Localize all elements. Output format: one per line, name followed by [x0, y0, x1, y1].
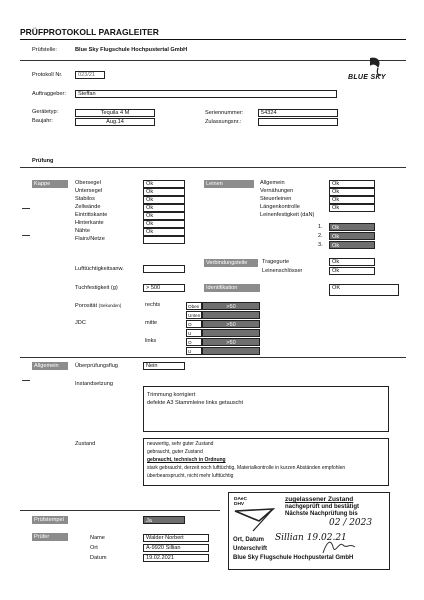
geraetetyp-label: Gerätetyp:: [32, 109, 59, 115]
pruefer-name-label: Name: [90, 535, 105, 541]
allgemein-divider: [20, 357, 406, 358]
lufttuechtigkeit-label: Lufttüchtigkeitsanw.: [75, 266, 124, 272]
leinenfestigkeit-row-num: 2.: [318, 233, 323, 239]
auftraggeber-field[interactable]: Steffan: [75, 90, 337, 98]
leinen-item-value[interactable]: Ok: [329, 204, 375, 212]
kappe-item-label: Untersegel: [75, 188, 103, 194]
baujahr-field[interactable]: Aug.14: [75, 118, 155, 126]
porosity-u-cell[interactable]: Unten: [188, 313, 201, 318]
pruefer-ort-label: Ort: [90, 545, 98, 551]
lufttuechtigkeit-field[interactable]: [143, 265, 185, 273]
porositaet-label: [75, 302, 121, 310]
porosity-position-label: mitte: [145, 320, 158, 326]
zustand-option-selected: gebraucht, technisch in Ordnung: [147, 457, 226, 463]
porosity-value-fill: [202, 311, 260, 319]
paraglider-icon: [233, 507, 279, 533]
tuchfestigkeit-field[interactable]: > 500: [143, 284, 185, 292]
signature-mark: [321, 537, 361, 557]
zustand-option: neuwertig, sehr guter Zustand: [147, 441, 214, 447]
pruefer-label: Prüfer: [32, 533, 68, 541]
identifikation-label: Identifikation: [204, 284, 260, 292]
zustand-option: gebraucht, guter Zustand: [147, 449, 203, 455]
tragegurte-label: Tragegurte: [262, 259, 290, 265]
porosity-o-cell[interactable]: Oben: [186, 302, 202, 310]
porosity-position-label: rechts: [145, 302, 161, 308]
pruefstelle-value: Blue Sky Flugschule Hochpustertal GmbH: [75, 47, 188, 53]
zustand-label: Zustand: [75, 441, 96, 447]
kappe-item-label: Nähte: [75, 228, 90, 234]
leinen-item-label: Vernähungen: [260, 188, 294, 194]
porositaet-unit: (Sekunden): [98, 303, 122, 308]
ueberpruefungsflug-field[interactable]: Nein: [143, 362, 185, 370]
verbindungsteile-label: Verbindungsteile: [204, 259, 258, 267]
stamp-dhv-line2: DHV: [234, 502, 245, 507]
logo-text: BLUE SKY: [348, 74, 386, 81]
leinenfestigkeit-row-num: 3.: [318, 242, 323, 248]
stamp-dhv-line1: DAeC: [234, 497, 248, 502]
porosity-u-cell[interactable]: U: [186, 347, 202, 355]
protokoll-field[interactable]: 023/21: [75, 71, 105, 79]
stamp-line3: Nächste Nachprüfung bis: [285, 511, 358, 517]
leinen-item-label: Längenkontrolle: [260, 204, 300, 210]
pruefstelle-label: Prüfstelle:: [32, 47, 57, 53]
stamp-ort-datum-hand: Sillian 19.02.21: [275, 533, 347, 543]
seriennummer-label: Seriennummer:: [205, 110, 244, 116]
leinen-label: Leinen: [204, 180, 254, 188]
approval-stamp: [228, 492, 390, 570]
punch-mark: [22, 235, 30, 236]
porosity-value[interactable]: >50: [202, 302, 260, 310]
porosity-value[interactable]: >50: [202, 320, 260, 328]
kappe-item-value[interactable]: Ok: [143, 188, 185, 196]
stamp-next-date: 02 / 2023: [329, 518, 373, 528]
allgemein-label: Allgemein: [32, 362, 68, 370]
geraetetyp-field[interactable]: Tequila 4 M: [75, 109, 155, 117]
leinen-item-label: Steuerleinen: [260, 196, 292, 202]
protokoll-label: Protokoll Nr.: [32, 72, 63, 78]
leinen-item-value[interactable]: Ok: [329, 188, 375, 196]
stamp-title: zugelassener Zustand: [285, 496, 354, 503]
page-title: PRÜFPROTOKOLL PARAGLEITER: [20, 27, 159, 37]
kappe-item-label: Hinterkante: [75, 220, 104, 226]
tuchfestigkeit-label: Tuchfestigkeit (g): [75, 285, 118, 291]
pruefstempel-field[interactable]: Ja: [143, 516, 185, 524]
leinenfestigkeit-row-num: 1.: [318, 224, 323, 230]
pruefung-heading: Prüfung: [32, 158, 54, 164]
stamp-company: Blue Sky Flugschule Hochpustertal GmbH: [233, 555, 354, 561]
zustand-option: überbeansprucht, nicht mehr lufttüchtig: [147, 473, 234, 479]
seriennummer-field[interactable]: 54324: [258, 109, 338, 117]
porosity-u-cell[interactable]: U: [186, 329, 202, 337]
porosity-position-label: links: [145, 338, 157, 344]
kappe-item-label: Eintrittskante: [75, 212, 108, 218]
porosity-value-fill: [202, 347, 260, 355]
kappe-item-label: Flairs/Netze: [75, 236, 105, 242]
kappe-item-value[interactable]: Ok: [143, 220, 185, 228]
instandsetzung-line: Trimmung korrigiert: [147, 392, 196, 398]
punch-mark: [22, 380, 30, 381]
leinenfestigkeit-row-value[interactable]: Ok: [329, 241, 375, 249]
leinen-item-value[interactable]: Ok: [329, 180, 375, 188]
kappe-item-label: Stabilos: [75, 196, 95, 202]
tragegurte-field[interactable]: Ok: [329, 258, 375, 266]
leinenfestigkeit-row-value[interactable]: Ok: [329, 232, 375, 240]
pruefer-datum-field[interactable]: 19.02.2021: [143, 554, 209, 562]
ueberpruefungsflug-label: Überprüfungsflug: [75, 363, 118, 369]
leinenschloesser-label: Leinenschlösser: [262, 268, 303, 274]
kappe-item-value[interactable]: [143, 236, 185, 244]
zustand-option: stark gebraucht, derzeit noch lufttüchtig, Materialkontrolle in kurzen Abständen empfohlen: [147, 465, 346, 471]
pruefstempel-divider: [20, 510, 220, 511]
zustand-field[interactable]: [143, 438, 389, 486]
zulassungsnr-field[interactable]: [258, 118, 338, 126]
leinen-item-value[interactable]: Ok: [329, 196, 375, 204]
instandsetzung-line: defekte A3 Stammleine links getauscht: [147, 400, 244, 406]
jdc-label: JDC: [75, 320, 86, 326]
porosity-o-cell[interactable]: O: [186, 320, 202, 328]
pruefung-divider: [20, 167, 406, 168]
leinenschloesser-field[interactable]: Ok: [329, 267, 375, 275]
zulassungsnr-label: Zulassungsnr.:: [205, 119, 242, 125]
leinenfestigkeit-row-value[interactable]: Ok: [329, 223, 375, 231]
blue-sky-logo: [348, 54, 388, 88]
identifikation-field[interactable]: OK: [329, 284, 399, 296]
auftraggeber-label: Auftraggeber:: [32, 91, 66, 97]
pruefer-name-field[interactable]: Walder Norbert: [143, 534, 209, 542]
pruefstempel-label: Prüfstempel: [32, 516, 68, 524]
pruefer-ort-field[interactable]: A-9920 Sillian: [143, 544, 209, 552]
pruefer-datum-label: Datum: [90, 555, 107, 561]
leinen-item-label: Leinenfestigkeit (daN): [260, 212, 315, 218]
kappe-item-value[interactable]: Ok: [143, 180, 185, 188]
leinen-item-label: Allgemein: [260, 180, 285, 186]
instandsetzung-label: Instandsetzung: [75, 381, 113, 387]
stamp-line2: nachgeprüft und bestätigt: [285, 504, 359, 510]
porosity-value-fill: [202, 329, 260, 337]
stamp-ort-datum-label: Ort, Datum: [233, 537, 265, 543]
kappe-item-label: Obersegel: [75, 180, 101, 186]
title-divider: [20, 39, 406, 40]
kappe-label: Kappe: [32, 180, 68, 188]
porositaet-text: Porosität: [75, 303, 98, 309]
baujahr-label: Baujahr:: [32, 118, 53, 124]
kappe-item-value[interactable]: Ok: [143, 204, 185, 212]
kappe-item-value[interactable]: Ok: [143, 196, 185, 204]
kappe-item-value[interactable]: Ok: [143, 212, 185, 220]
punch-mark: [22, 208, 30, 209]
stamp-unterschrift-label: Unterschrift: [233, 546, 268, 552]
porosity-value[interactable]: >50: [202, 338, 260, 346]
porosity-o-cell[interactable]: O: [186, 338, 202, 346]
kappe-item-label: Zellwände: [75, 204, 101, 210]
kappe-item-value[interactable]: Ok: [143, 228, 185, 236]
instandsetzung-field[interactable]: [143, 386, 389, 432]
